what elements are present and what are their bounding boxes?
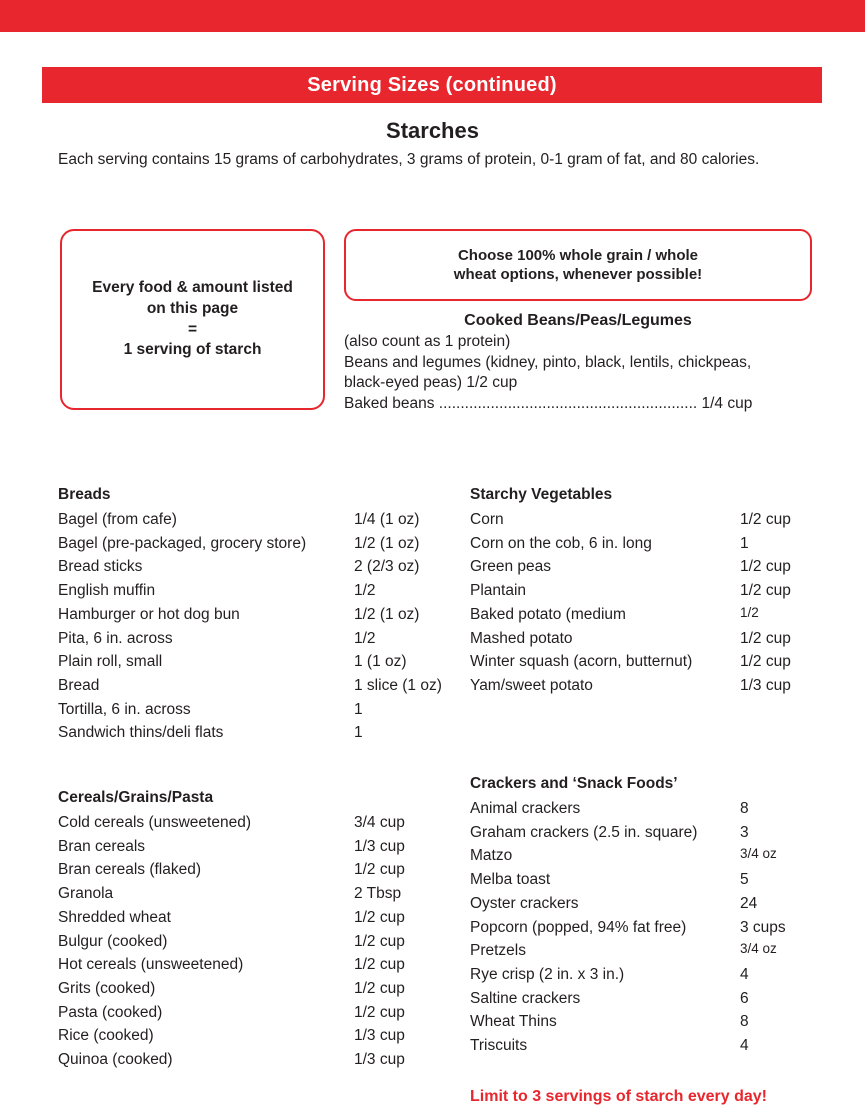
item-amount: 1/3 cup bbox=[354, 1051, 405, 1069]
rows-breads bbox=[58, 508, 442, 745]
whole-grain-callout-line-1: Choose 100% whole grain / whole bbox=[457, 246, 699, 264]
item-amount: 1 bbox=[740, 534, 749, 552]
list-item bbox=[58, 579, 442, 603]
list-item bbox=[470, 1034, 786, 1058]
item-name: Grits (cooked) bbox=[58, 979, 156, 997]
whole-grain-callout bbox=[344, 229, 812, 301]
list-item bbox=[470, 603, 791, 627]
list-item bbox=[58, 835, 405, 859]
item-amount: 1/3 cup bbox=[354, 1027, 405, 1045]
item-amount: 1/2 bbox=[354, 582, 376, 600]
item-amount: 24 bbox=[740, 894, 758, 912]
list-item bbox=[470, 987, 786, 1011]
item-name: Animal crackers bbox=[470, 800, 581, 817]
list-item bbox=[58, 1001, 405, 1025]
section-title: Starches bbox=[386, 118, 479, 143]
list-item bbox=[470, 963, 786, 987]
item-amount: 6 bbox=[740, 989, 749, 1007]
item-name: Pita, 6 in. across bbox=[58, 629, 173, 647]
item-name: Saltine crackers bbox=[470, 989, 581, 1007]
beans-line-1: Beans and legumes (kidney, pinto, black, lentils, chickpeas, bbox=[344, 353, 752, 371]
item-amount: 1/2 cup bbox=[740, 511, 791, 528]
item-name: Melba toast bbox=[470, 871, 551, 889]
item-amount: 1/2 (1 oz) bbox=[354, 605, 420, 623]
list-item bbox=[470, 939, 786, 963]
item-name: Matzo bbox=[470, 847, 513, 865]
item-amount: 1/2 cup bbox=[740, 629, 791, 647]
item-name: Sandwich thins/deli flats bbox=[58, 724, 224, 742]
list-item bbox=[58, 603, 442, 627]
page-banner-title: Serving Sizes (continued) bbox=[42, 67, 822, 103]
item-amount: 4 bbox=[740, 1037, 749, 1055]
limit-note: Limit to 3 servings of starch every day! bbox=[470, 1088, 767, 1105]
item-name: Corn bbox=[470, 511, 504, 528]
item-amount: 8 bbox=[740, 1013, 749, 1031]
beans-line-2: black-eyed peas) 1/2 cup bbox=[344, 374, 518, 392]
item-amount: 1 bbox=[354, 724, 363, 742]
rows-starchy-vegetables bbox=[470, 508, 791, 698]
list-item bbox=[58, 650, 442, 674]
item-name: Baked potato (medium bbox=[470, 605, 626, 623]
list-item bbox=[470, 844, 786, 868]
list-item bbox=[470, 821, 786, 845]
item-name: Plantain bbox=[470, 582, 527, 600]
item-name: Bread bbox=[58, 676, 100, 694]
list-heading-crackers: Crackers and ‘Snack Foods’ bbox=[470, 775, 678, 792]
item-amount: 1/2 cup bbox=[354, 979, 405, 997]
item-amount: 1/2 cup bbox=[740, 653, 791, 671]
list-item bbox=[58, 1048, 405, 1072]
item-name: Popcorn (popped, 94% fat free) bbox=[470, 918, 687, 936]
item-name: Corn on the cob, 6 in. long bbox=[470, 534, 652, 552]
item-amount: 8 bbox=[740, 800, 749, 817]
serving-definition-callout bbox=[60, 229, 325, 410]
list-item bbox=[58, 721, 442, 745]
item-name: Wheat Thins bbox=[470, 1013, 557, 1031]
item-name: Winter squash (acorn, butternut) bbox=[470, 653, 693, 671]
list-item bbox=[470, 508, 791, 532]
list-item bbox=[470, 555, 791, 579]
list-item bbox=[470, 868, 786, 892]
item-amount: 3 cups bbox=[740, 918, 786, 936]
item-name: Granola bbox=[58, 885, 114, 903]
list-crackers bbox=[470, 775, 786, 1058]
list-item bbox=[58, 627, 442, 651]
item-amount: 3/4 oz bbox=[740, 846, 777, 862]
list-item bbox=[58, 977, 405, 1001]
list-item bbox=[58, 906, 405, 930]
serving-callout-line-4: 1 serving of starch bbox=[123, 341, 262, 359]
item-name: Rye crisp (2 in. x 3 in.) bbox=[470, 965, 625, 983]
item-name: Green peas bbox=[470, 558, 551, 576]
list-heading-cereals: Cereals/Grains/Pasta bbox=[58, 789, 214, 806]
item-name: Bagel (pre-packaged, grocery store) bbox=[58, 534, 307, 552]
list-item bbox=[58, 1024, 405, 1048]
item-name: Yam/sweet potato bbox=[470, 676, 593, 694]
list-item bbox=[470, 674, 791, 698]
list-item bbox=[58, 508, 442, 532]
item-amount: 3/4 oz bbox=[740, 941, 777, 957]
item-amount: 1/2 cup bbox=[740, 582, 791, 600]
beans-heading: Cooked Beans/Peas/Legumes bbox=[464, 312, 692, 329]
list-item bbox=[470, 627, 791, 651]
list-item bbox=[58, 882, 405, 906]
item-name: Pretzels bbox=[470, 942, 526, 960]
item-amount: 1/2 cup bbox=[740, 558, 791, 576]
item-amount: 2 (2/3 oz) bbox=[354, 558, 420, 576]
item-amount: 1 (1 oz) bbox=[354, 653, 407, 671]
item-name: Bran cereals bbox=[58, 837, 146, 855]
item-name: Hamburger or hot dog bun bbox=[58, 605, 240, 623]
item-name: Tortilla, 6 in. across bbox=[58, 700, 191, 718]
item-name: Bran cereals (flaked) bbox=[58, 861, 202, 879]
rows-cereals bbox=[58, 811, 405, 1072]
item-amount: 1/4 (1 oz) bbox=[354, 511, 420, 528]
item-name: Rice (cooked) bbox=[58, 1027, 154, 1045]
item-name: Graham crackers (2.5 in. square) bbox=[470, 823, 698, 841]
item-amount: 1/2 bbox=[354, 629, 376, 647]
list-item bbox=[58, 674, 442, 698]
list-item bbox=[58, 698, 442, 722]
item-amount: 2 Tbsp bbox=[354, 885, 402, 903]
item-amount: 1 slice (1 oz) bbox=[354, 676, 442, 694]
list-item bbox=[58, 532, 442, 556]
list-starchy-vegetables bbox=[470, 486, 791, 698]
list-cereals bbox=[58, 789, 405, 1072]
beans-line-3: Baked beans ............................................................ 1/4 cup bbox=[344, 394, 753, 412]
list-item bbox=[470, 916, 786, 940]
list-item bbox=[58, 953, 405, 977]
item-name: Plain roll, small bbox=[58, 653, 163, 671]
beans-subnote: (also count as 1 protein) bbox=[344, 333, 511, 350]
item-amount: 3 bbox=[740, 823, 749, 841]
beans-body bbox=[344, 332, 822, 414]
serving-callout-line-1: Every food & amount listed bbox=[92, 278, 293, 296]
item-name: Pasta (cooked) bbox=[58, 1003, 163, 1021]
list-item bbox=[58, 555, 442, 579]
item-name: Oyster crackers bbox=[470, 894, 579, 912]
serving-callout-line-3: = bbox=[187, 320, 198, 338]
item-amount: 4 bbox=[740, 965, 749, 983]
item-amount: 1/3 cup bbox=[740, 676, 791, 694]
section-intro-text: Each serving contains 15 grams of carbohydrates, 3 grams of protein, 0-1 gram of fat, and 80 calories. bbox=[58, 151, 760, 168]
item-name: Quinoa (cooked) bbox=[58, 1051, 173, 1069]
list-heading-breads: Breads bbox=[58, 486, 111, 503]
top-accent-bar bbox=[0, 0, 865, 32]
item-amount: 1/2 bbox=[740, 604, 759, 620]
list-item bbox=[470, 892, 786, 916]
list-item bbox=[470, 532, 791, 556]
list-item bbox=[470, 579, 791, 603]
item-amount: 1/2 (1 oz) bbox=[354, 534, 420, 552]
item-amount: 1/3 cup bbox=[354, 837, 405, 855]
serving-callout-line-2: on this page bbox=[146, 299, 239, 317]
item-name: Triscuits bbox=[470, 1037, 528, 1055]
item-amount: 3/4 cup bbox=[354, 814, 405, 831]
item-name: Cold cereals (unsweetened) bbox=[58, 814, 251, 831]
item-amount: 5 bbox=[740, 871, 749, 889]
item-amount: 1/2 cup bbox=[354, 908, 405, 926]
item-name: English muffin bbox=[58, 582, 156, 600]
item-amount: 1/2 cup bbox=[354, 932, 405, 950]
list-item bbox=[470, 797, 786, 821]
item-name: Mashed potato bbox=[470, 629, 573, 647]
item-name: Hot cereals (unsweetened) bbox=[58, 956, 244, 974]
list-breads bbox=[58, 486, 442, 745]
item-name: Bulgur (cooked) bbox=[58, 932, 168, 950]
item-amount: 1/2 cup bbox=[354, 861, 405, 879]
list-item bbox=[470, 1010, 786, 1034]
list-item bbox=[470, 650, 791, 674]
list-item bbox=[58, 811, 405, 835]
item-amount: 1/2 cup bbox=[354, 956, 405, 974]
list-heading-starchy-vegetables: Starchy Vegetables bbox=[470, 486, 613, 503]
item-name: Shredded wheat bbox=[58, 908, 171, 926]
list-item bbox=[58, 930, 405, 954]
rows-crackers bbox=[470, 797, 786, 1058]
item-name: Bagel (from cafe) bbox=[58, 511, 177, 528]
list-item bbox=[58, 858, 405, 882]
whole-grain-callout-line-2: wheat options, whenever possible! bbox=[453, 266, 703, 283]
item-amount: 1 bbox=[354, 700, 363, 718]
item-amount: 1/2 cup bbox=[354, 1003, 405, 1021]
item-name: Bread sticks bbox=[58, 558, 143, 576]
